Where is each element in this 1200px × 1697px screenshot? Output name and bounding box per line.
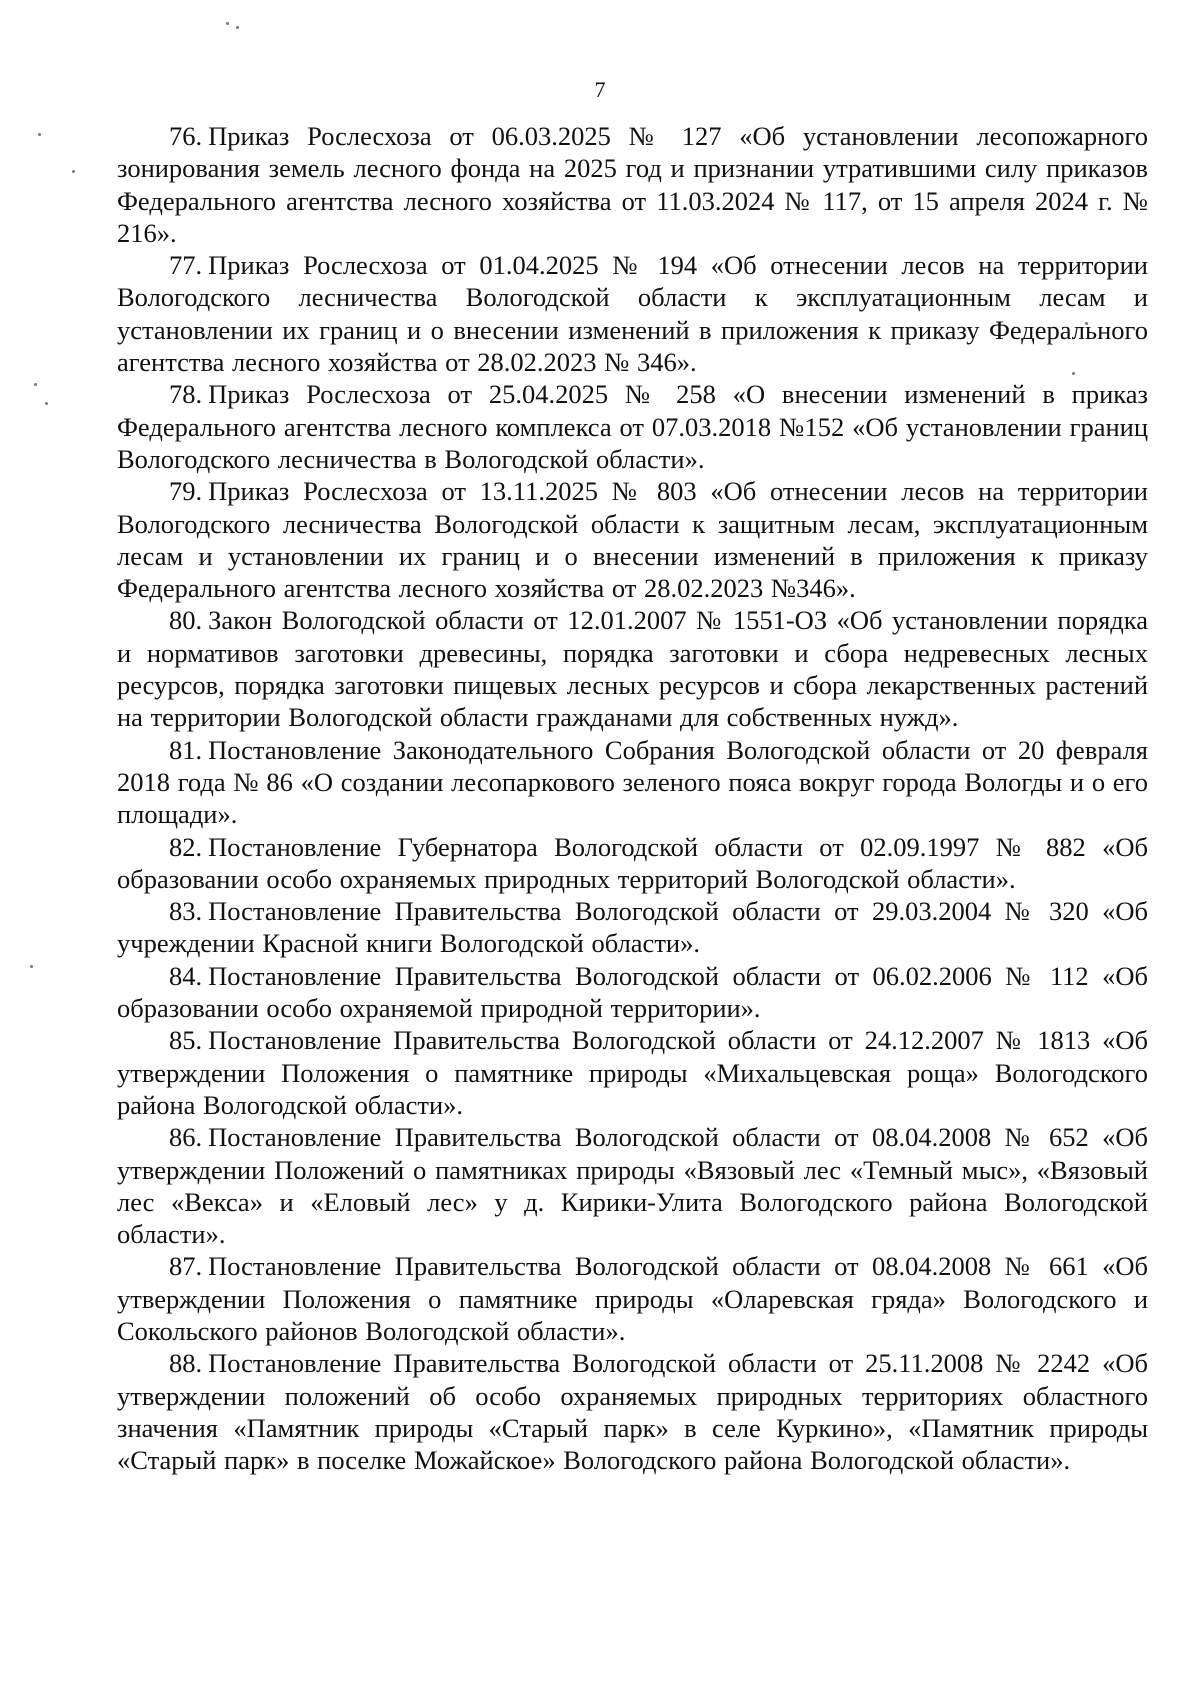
document-body: [117, 120, 1148, 1476]
item-text: Постановление Правительства Вологодской области от 24.12.2007 № 1813 «Об утверждении Положения о памятнике природы «Михальцевская роща» Вологодского района Вологодской области».: [117, 1025, 1148, 1120]
item-number: 84.: [169, 960, 203, 991]
list-item: [117, 1347, 1148, 1476]
list-item: [117, 1250, 1148, 1347]
item-number: 86.: [169, 1122, 203, 1153]
item-number: 78.: [169, 379, 203, 410]
item-number: 77.: [169, 250, 203, 281]
item-text: Приказ Рослесхоза от 01.04.2025 № 194 «Об отнесении лесов на территории Вологодского лесничества Вологодской области к эксплуатационным лесам и установлении их границ и о внесении изменений в приложения к приказу Федерального агентства лесного хозяйства от 28.02.2023 № 346».: [117, 250, 1148, 378]
page-number: 7: [594, 77, 606, 102]
item-number: 85.: [169, 1025, 203, 1056]
item-number: 81.: [169, 734, 203, 765]
item-text: Постановление Законодательного Собрания Вологодской области от 20 февраля 2018 года № 86 «О создании лесопаркового зеленого пояса вокруг города Вологды и о его площади».: [117, 734, 1148, 830]
item-number: 80.: [169, 605, 203, 636]
item-text: Постановление Правительства Вологодской области от 29.03.2004 № 320 «Об учреждении Красной книги Вологодской области».: [117, 896, 1148, 959]
item-text: Приказ Рослесхоза от 25.04.2025 № 258 «О внесении изменений в приказ Федерального агентства лесного комплекса от 07.03.2018 №152 «Об установлении границ Вологодского лесничества в Вологодской области».: [117, 379, 1148, 474]
scan-speck: [38, 133, 41, 136]
scan-speck: [236, 26, 239, 29]
list-item: [117, 1024, 1148, 1121]
scan-speck: [226, 22, 229, 25]
item-text: Приказ Рослесхоза от 13.11.2025 № 803 «Об отнесении лесов на территории Вологодского лесничества Вологодской области к защитным лесам, эксплуатационным лесам и установлении их границ и о внесении изменений в приложения к приказу Федерального агентства лесного хозяйства от 28.02.2023 №346».: [117, 476, 1148, 604]
item-text: Закон Вологодской области от 12.01.2007 № 1551-ОЗ «Об установлении порядка и нормативов заготовки древесины, порядка заготовки и сбора недревесных лесных ресурсов, порядка заготовки пищевых лесных ресурсов и сбора лекарственных растений на территории Вологодской области гражданами для собственных нужд».: [117, 605, 1148, 733]
item-number: 79.: [169, 476, 203, 507]
list-item: [117, 734, 1148, 831]
list-item: [117, 475, 1148, 604]
scan-speck: [30, 965, 33, 968]
list-item: [117, 895, 1148, 960]
scan-speck: [72, 170, 75, 173]
item-text: Постановление Правительства Вологодской области от 08.04.2008 № 652 «Об утверждении Положений о памятниках природы «Вязовый лес «Темный мыс», «Вязовый лес «Векса» и «Еловый лес» у д. Кирики-Улита Вологодского района Вологодской области».: [117, 1122, 1148, 1250]
item-number: 88.: [169, 1348, 203, 1379]
item-number: 76.: [169, 121, 203, 151]
list-item: [117, 1121, 1148, 1250]
item-number: 83.: [169, 896, 203, 927]
list-item: [117, 378, 1148, 475]
item-number: 87.: [169, 1251, 203, 1282]
scan-speck: [34, 383, 37, 386]
list-item: [117, 831, 1148, 896]
list-item: [117, 604, 1148, 733]
list-item: [117, 249, 1148, 378]
item-text: Постановление Правительства Вологодской области от 25.11.2008 № 2242 «Об утверждении положений об особо охраняемых природных территориях областного значения «Памятник природы «Старый парк» в селе Куркино», «Памятник природы «Старый парк» в поселке Можайское» Вологодского района Вологодской области».: [117, 1348, 1148, 1476]
item-text: Постановление Правительства Вологодской области от 06.02.2006 № 112 «Об образовании особо охраняемой природной территории».: [117, 960, 1148, 1024]
scan-speck: [45, 402, 48, 405]
list-item: [117, 960, 1148, 1025]
item-number: 82.: [169, 831, 203, 862]
item-text: Постановление Правительства Вологодской области от 08.04.2008 № 661 «Об утверждении Положения о памятнике природы «Оларевская гряда» Вологодского и Сокольского районов Вологодской области».: [117, 1251, 1148, 1346]
list-item: [117, 120, 1148, 249]
item-text: Приказ Рослесхоза от 06.03.2025 № 127 «Об установлении лесопожарного зонирования земель лесного фонда на 2025 год и признании утратившими силу приказов Федерального агентства лесного хозяйства от 11.03.2024 № 117, от 15 апреля 2024 г. № 216».: [117, 121, 1148, 248]
item-text: Постановление Губернатора Вологодской области от 02.09.1997 № 882 «Об образовании особо охраняемых природных территорий Вологодской области».: [117, 831, 1148, 894]
